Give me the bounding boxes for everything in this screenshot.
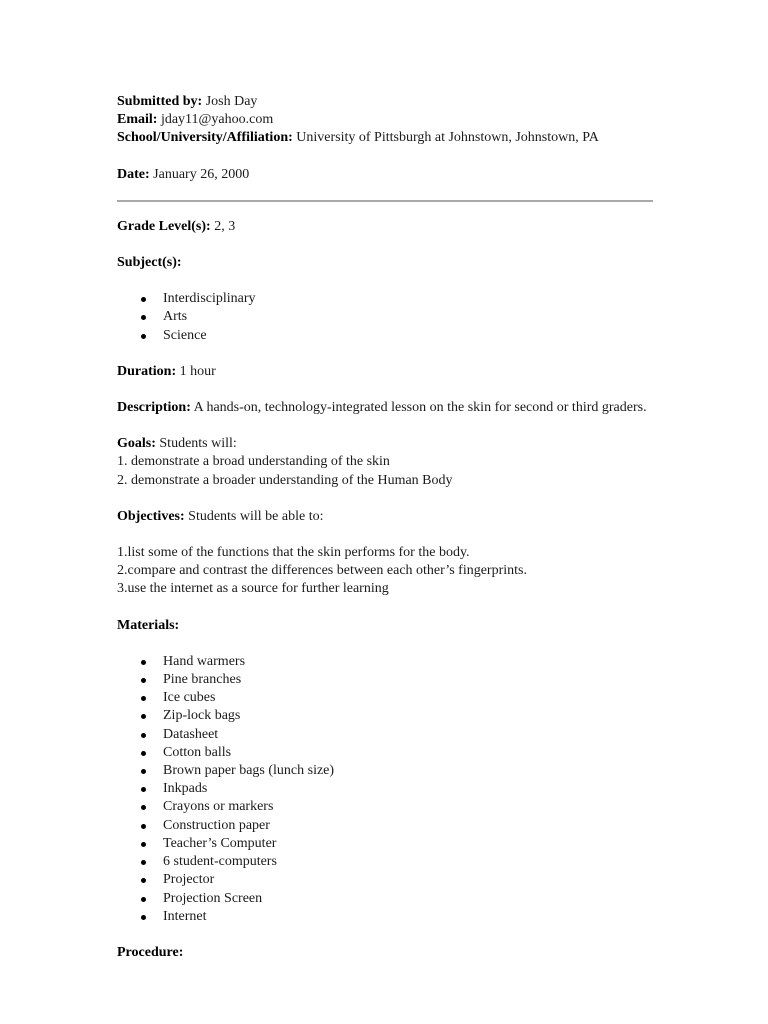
email-line bbox=[117, 111, 657, 129]
list-item: Datasheet bbox=[163, 726, 657, 744]
email-label: Email: bbox=[117, 112, 158, 128]
grade-label: Grade Level(s): bbox=[117, 218, 211, 234]
list-item: Hand warmers bbox=[163, 653, 657, 671]
date-value: January 26, 2000 bbox=[153, 166, 250, 182]
list-item: Internet bbox=[163, 908, 657, 926]
subjects-heading bbox=[117, 254, 657, 272]
list-item: Brown paper bags (lunch size) bbox=[163, 762, 657, 780]
school-label: School/University/Affiliation: bbox=[117, 130, 293, 146]
list-item: Ice cubes bbox=[163, 689, 657, 707]
list-item: Science bbox=[163, 327, 657, 345]
subjects-label: Subject(s): bbox=[117, 255, 182, 271]
submitted-by-value: Josh Day bbox=[205, 94, 258, 109]
procedure-label: Procedure: bbox=[117, 944, 184, 960]
list-item: Crayons or markers bbox=[163, 798, 657, 816]
materials-label: Materials: bbox=[117, 617, 180, 633]
list-item: Projector bbox=[163, 871, 657, 889]
grade-line bbox=[117, 218, 657, 236]
description-paragraph bbox=[117, 399, 657, 417]
objective-item: 3.use the internet as a source for further learning bbox=[117, 581, 389, 597]
goals-label: Goals: bbox=[117, 436, 156, 452]
list-item: Pine branches bbox=[163, 671, 657, 689]
list-item: Construction paper bbox=[163, 817, 657, 835]
objective-item: 2.compare and contrast the differences between each other’s fingerprints. bbox=[117, 563, 527, 579]
list-item: Cotton balls bbox=[163, 744, 657, 762]
grade-value: 2, 3 bbox=[214, 218, 236, 234]
objectives-line bbox=[117, 508, 657, 526]
goal-item: 1. demonstrate a broad understanding of the skin bbox=[117, 454, 390, 470]
duration-line bbox=[117, 363, 657, 381]
description-label: Description: bbox=[117, 400, 191, 416]
goals-intro: Students will: bbox=[159, 436, 237, 452]
materials-heading bbox=[117, 617, 657, 635]
horizontal-divider bbox=[117, 200, 653, 202]
objectives-intro: Students will be able to: bbox=[188, 508, 324, 524]
list-item: Projection Screen bbox=[163, 890, 657, 908]
procedure-heading bbox=[117, 944, 657, 962]
list-item: Zip-lock bags bbox=[163, 707, 657, 725]
list-item: Inkpads bbox=[163, 780, 657, 798]
date-label: Date: bbox=[117, 166, 150, 182]
lesson-plan-document bbox=[117, 93, 657, 962]
list-item: Arts bbox=[163, 308, 657, 326]
duration-value: 1 hour bbox=[179, 363, 216, 379]
subjects-list bbox=[117, 290, 657, 345]
list-item: Interdisciplinary bbox=[163, 290, 657, 308]
goals-line bbox=[117, 435, 657, 453]
objective-item: 1.list some of the functions that the skin performs for the body. bbox=[117, 545, 470, 561]
email-value: jday11@yahoo.com bbox=[160, 112, 274, 128]
submitted-by-label: Submitted by: bbox=[117, 94, 203, 109]
school-value: University of Pittsburgh at Johnstown, Johnstown, PA bbox=[296, 130, 599, 146]
date-line bbox=[117, 166, 657, 184]
submitted-by-line bbox=[117, 93, 657, 111]
duration-label: Duration: bbox=[117, 363, 177, 379]
objectives-label: Objectives: bbox=[117, 508, 185, 524]
school-line bbox=[117, 129, 657, 147]
list-item: Teacher’s Computer bbox=[163, 835, 657, 853]
description-value: A hands-on, technology-integrated lesson on the skin for second or third graders. bbox=[193, 400, 647, 416]
materials-list bbox=[117, 653, 657, 926]
list-item: 6 student-computers bbox=[163, 853, 657, 871]
goal-item: 2. demonstrate a broader understanding of the Human Body bbox=[117, 472, 453, 488]
